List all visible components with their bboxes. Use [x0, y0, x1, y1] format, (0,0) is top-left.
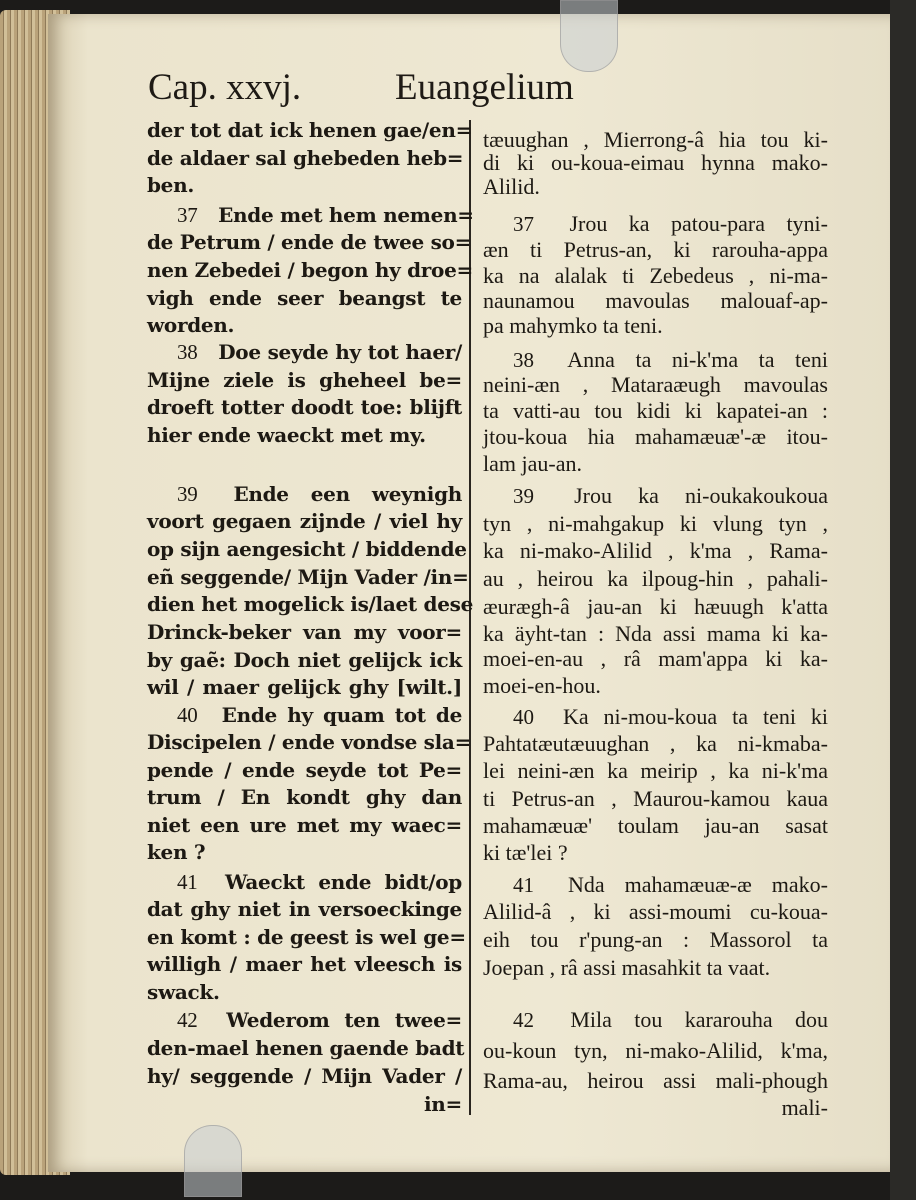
line-text: wil / maer gelijck ghy [wilt.] — [147, 675, 462, 699]
text-line — [483, 423, 828, 451]
line-text: au , heirou ka ilpoug-hin , pahali- — [483, 566, 828, 591]
text-line — [483, 371, 828, 399]
text-line — [147, 923, 466, 951]
verse-number: 42 — [513, 1008, 534, 1032]
text-line — [147, 1090, 462, 1118]
line-text: Discipelen / ende vondse sla= — [147, 730, 472, 754]
text-line — [483, 871, 828, 899]
line-text: der tot dat ick henen gae/en= — [147, 118, 473, 142]
text-line — [483, 672, 828, 700]
text-line — [483, 785, 828, 813]
text-line — [147, 563, 469, 591]
text-line — [147, 256, 473, 284]
text-line — [147, 535, 467, 563]
text-line — [483, 346, 828, 374]
line-text: Ende hy quam tot de — [221, 703, 463, 727]
verse-number: 40 — [177, 703, 198, 727]
line-text: neini-æn , Mataraæugh mavoulas — [483, 372, 828, 397]
line-text: Drinck-beker van my voor= — [147, 620, 462, 644]
line-text: ka na alalak ti Zebedeus , ni-ma- — [483, 263, 828, 288]
line-text: Wederom ten twee= — [226, 1008, 462, 1032]
text-line — [147, 838, 462, 866]
line-text: mali- — [781, 1095, 828, 1120]
line-text: Mijne ziele is gheheel be= — [147, 368, 462, 392]
line-text: Alilid-â , ki assi-moumi cu-koua- — [483, 899, 828, 924]
verse-number: 38 — [513, 348, 534, 372]
text-line — [483, 593, 828, 621]
text-line — [147, 950, 462, 978]
line-text: Pahtatæutæuughan , ka ni-kmaba- — [483, 731, 828, 756]
line-text: pa mahymko ta teni. — [483, 313, 663, 338]
line-text: willigh / maer het vleesch is — [147, 952, 462, 976]
line-text: Nda mahamæuæ-æ mako- — [568, 872, 828, 897]
page-clip-top — [560, 0, 618, 72]
verse-number: 39 — [177, 482, 198, 506]
text-line — [483, 730, 828, 758]
text-line — [147, 811, 462, 839]
line-text: eñ seggende/ Mijn Vader /in= — [147, 565, 469, 589]
text-line — [147, 228, 472, 256]
line-text: Anna ta ni-k'ma ta teni — [567, 347, 828, 372]
line-text: worden. — [147, 313, 235, 337]
line-text: eih tou r'pung-an : Massorol ta — [483, 927, 828, 952]
line-text: hier ende waeckt met my. — [147, 423, 426, 447]
text-line — [483, 926, 828, 954]
text-line — [483, 703, 828, 731]
text-line — [483, 565, 828, 593]
line-text: ka ni-mako-Alilid , k'ma , Rama- — [483, 538, 828, 563]
text-line — [483, 450, 828, 478]
text-line — [483, 287, 828, 315]
line-text: Ka ni-mou-koua ta teni ki — [562, 704, 829, 729]
line-text: dat ghy niet in versoeckinge — [147, 897, 462, 921]
text-line — [147, 590, 474, 618]
text-line — [483, 173, 828, 201]
text-line — [483, 645, 828, 673]
line-text: vigh ende seer beangst te — [147, 286, 462, 310]
line-text: de aldaer sal ghebeden heb= — [147, 146, 464, 170]
line-text: naunamou mavoulas malouaf-ap- — [483, 288, 828, 313]
line-text: tæuughan , Mierrong-â hia tou ki- — [483, 127, 828, 152]
line-text: trum / En kondt ghy dan — [147, 785, 462, 809]
line-text: niet een ure met my waec= — [147, 813, 462, 837]
line-text: dien het mogelick is/laet dese — [147, 592, 474, 616]
text-line — [147, 868, 462, 896]
line-text: ki tæ'lei ? — [483, 840, 568, 865]
line-text: ta vatti-au tou kidi ki kapatei-an : — [483, 398, 828, 423]
line-text: den-mael henen gaende badt — [147, 1036, 465, 1060]
text-line — [147, 701, 462, 729]
text-line — [147, 421, 462, 449]
line-text: Ende een weynigh — [233, 482, 462, 506]
line-text: Joepan , râ assi masahkit ta vaat. — [483, 955, 771, 980]
line-text: op sijn aengesicht / biddende — [147, 537, 467, 561]
text-line — [483, 210, 828, 238]
line-text: lei neini-æn ka meirip , ka ni-k'ma — [483, 758, 828, 783]
line-text: hy/ seggende / Mijn Vader / — [147, 1064, 462, 1088]
line-text: Ende met hem nemen= — [218, 203, 474, 227]
text-line — [483, 1037, 828, 1065]
text-line — [147, 618, 462, 646]
text-line — [483, 898, 828, 926]
text-line — [147, 895, 462, 923]
text-line — [147, 978, 462, 1006]
text-line — [483, 620, 828, 648]
line-text: ken ? — [147, 840, 206, 864]
text-line — [147, 201, 474, 229]
line-text: en komt : de geest is wel ge= — [147, 925, 466, 949]
line-text: in= — [424, 1092, 462, 1116]
text-line — [147, 480, 462, 508]
text-line — [483, 954, 828, 982]
line-text: droeft totter doodt toe: blijft — [147, 395, 462, 419]
line-text: pende / ende seyde tot Pe= — [147, 758, 462, 782]
text-line — [483, 1067, 828, 1095]
line-text: Jrou ka patou-para tyni- — [569, 211, 828, 236]
line-text: ben. — [147, 173, 195, 197]
text-line — [483, 236, 828, 264]
line-text: nen Zebedei / begon hy droe= — [147, 258, 473, 282]
verse-number: 41 — [177, 870, 198, 894]
line-text: tyn , ni-mahgakup ki vlung tyn , — [483, 511, 828, 536]
line-text: Alilid. — [483, 174, 540, 199]
verse-number: 40 — [513, 705, 534, 729]
text-line — [483, 397, 828, 425]
text-line — [483, 839, 828, 867]
verse-number: 38 — [177, 340, 198, 364]
text-line — [147, 728, 472, 756]
line-text: moei-en-au , râ mam'appa ki ka- — [483, 646, 828, 671]
line-text: jtou-koua hia mahamæuæ'-æ itou- — [483, 424, 828, 449]
line-text: swack. — [147, 980, 220, 1004]
text-line — [147, 116, 473, 144]
chapter-heading: Cap. xxvj. — [148, 67, 302, 108]
text-line — [483, 482, 828, 510]
line-text: Doe seyde hy tot haer/ — [218, 340, 462, 364]
verse-number: 39 — [513, 484, 534, 508]
text-line — [147, 507, 462, 535]
facing-page-edge — [890, 0, 916, 1200]
text-line — [147, 783, 462, 811]
text-line — [147, 311, 462, 339]
line-text: Jrou ka ni-oukakoukoua — [574, 483, 828, 508]
text-line — [147, 1006, 462, 1034]
text-line — [147, 338, 462, 366]
text-line — [483, 757, 828, 785]
line-text: by gaẽ: Doch niet gelijck ick — [147, 648, 462, 672]
text-line — [147, 171, 462, 199]
text-line — [147, 284, 462, 312]
line-text: di ki ou-koua-eimau hynna mako- — [483, 150, 828, 175]
line-text: ka äyht-tan : Nda assi mama ki ka- — [483, 621, 828, 646]
text-line — [147, 393, 462, 421]
line-text: Mila tou kararouha dou — [570, 1007, 829, 1032]
line-text: voort gegaen zijnde / viel hy — [147, 509, 462, 533]
verse-number: 37 — [513, 212, 534, 236]
text-line — [483, 537, 828, 565]
line-text: Rama-au, heirou assi mali-phough — [483, 1068, 828, 1093]
running-title: Euangelium — [395, 67, 574, 108]
line-text: lam jau-an. — [483, 451, 582, 476]
text-line — [147, 1062, 462, 1090]
text-line — [483, 510, 828, 538]
text-line — [147, 756, 462, 784]
text-line — [147, 1034, 465, 1062]
line-text: æurægh-â jau-an ki hæuugh k'atta — [483, 594, 828, 619]
line-text: ti Petrus-an , Maurou-kamou kaua — [483, 786, 828, 811]
text-line — [483, 1006, 828, 1034]
verse-number: 42 — [177, 1008, 198, 1032]
text-line — [147, 646, 462, 674]
text-line — [147, 144, 462, 172]
line-text: moei-en-hou. — [483, 673, 601, 698]
text-line — [483, 1094, 828, 1122]
text-line — [147, 366, 462, 394]
line-text: de Petrum / ende de twee so= — [147, 230, 472, 254]
line-text: ou-koun tyn, ni-mako-Alilid, k'ma, — [483, 1038, 828, 1063]
text-line — [483, 262, 828, 290]
text-line — [147, 673, 462, 701]
line-text: mahamæuæ' toulam jau-an sasat — [483, 813, 828, 838]
text-line — [483, 812, 828, 840]
page-clip-bottom — [184, 1125, 242, 1197]
verse-number: 37 — [177, 203, 198, 227]
line-text: Waeckt ende bidt/op — [224, 870, 462, 894]
text-line — [483, 312, 828, 340]
line-text: æn ti Petrus-an, ki rarouha-appa — [483, 237, 828, 262]
verse-number: 41 — [513, 873, 534, 897]
